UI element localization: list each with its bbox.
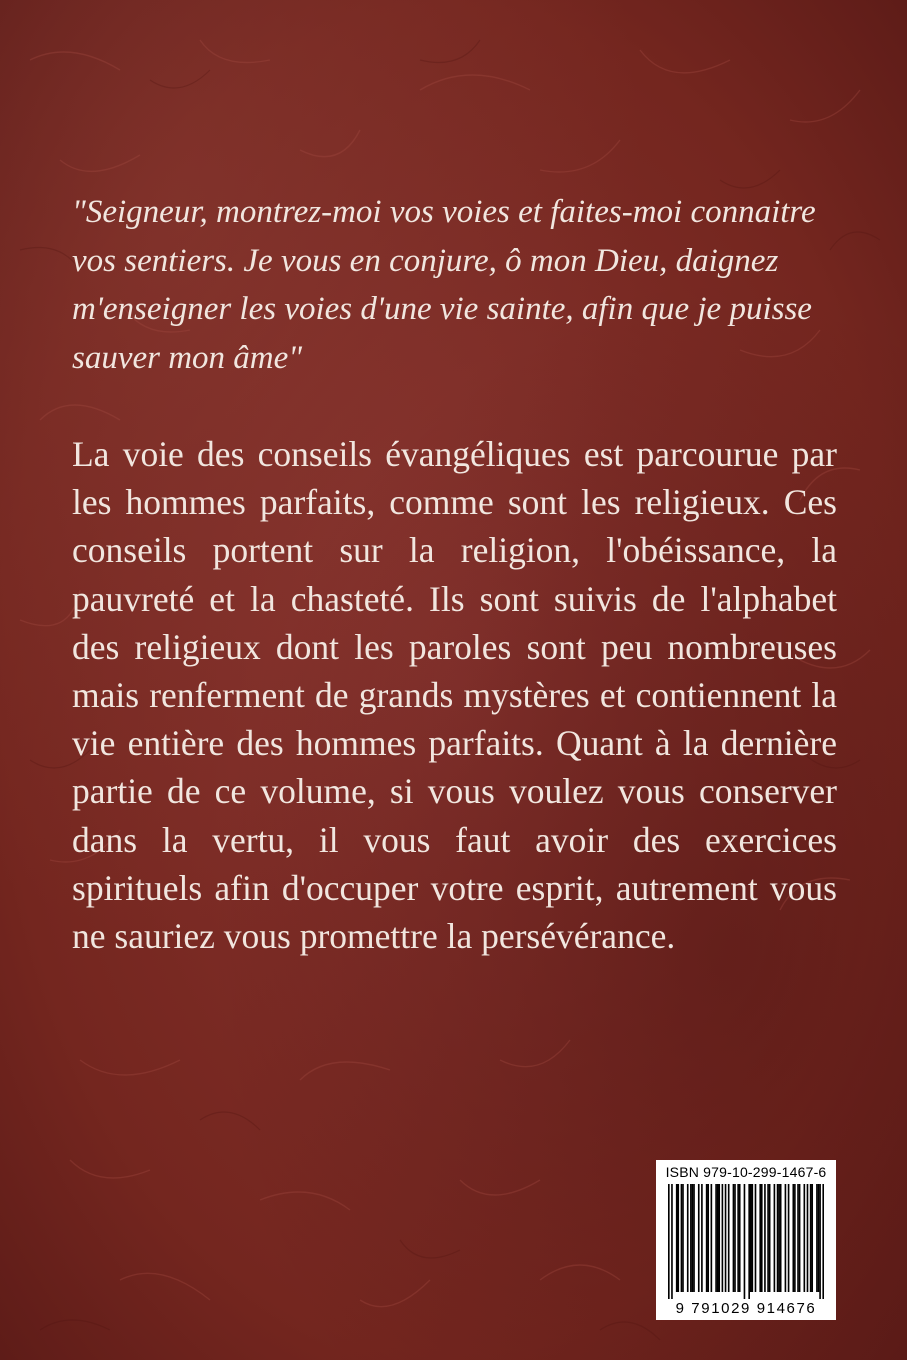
barcode-bar	[744, 1184, 746, 1299]
barcode-bar	[767, 1184, 769, 1292]
barcode-bar	[718, 1184, 720, 1292]
barcode-bar	[807, 1184, 809, 1292]
isbn-barcode	[656, 1160, 836, 1320]
barcode-bar	[717, 1184, 719, 1292]
barcode-bar	[728, 1184, 730, 1292]
barcode-bar	[777, 1184, 779, 1292]
barcode-bar	[698, 1184, 700, 1292]
barcode-bar	[693, 1184, 695, 1292]
barcode-bar	[706, 1184, 708, 1292]
barcode-bar	[810, 1184, 812, 1292]
barcode-bar	[792, 1184, 794, 1292]
barcode-bar	[778, 1184, 780, 1292]
isbn-label: ISBN 979-10-299-1467-6	[665, 1164, 827, 1180]
barcode-bar	[734, 1184, 736, 1292]
barcode-digits: 9 791029 914676	[675, 1300, 817, 1317]
barcode-bar	[682, 1184, 684, 1292]
barcode-bar	[822, 1184, 824, 1299]
barcode-bar	[671, 1184, 673, 1299]
barcode-bar	[739, 1184, 741, 1292]
quote-block	[72, 188, 842, 382]
barcode-bar	[788, 1184, 790, 1292]
quote-line: "Seigneur, montrez-moi vos voies et faites-moi connaitre	[72, 194, 816, 230]
barcode-bar	[725, 1184, 727, 1292]
quote-line: sauver mon âme"	[72, 339, 303, 376]
barcode-bar	[701, 1184, 703, 1292]
barcode-bar	[711, 1184, 713, 1292]
barcode-bar	[733, 1184, 735, 1292]
barcode-bar	[681, 1184, 683, 1292]
barcode-bar	[780, 1184, 782, 1292]
barcode-bar	[750, 1184, 752, 1292]
barcode-bar	[690, 1184, 692, 1292]
barcode-bar	[759, 1184, 761, 1292]
barcode-bar	[737, 1184, 739, 1292]
barcode-bar	[687, 1184, 689, 1292]
quote-line: vos sentiers. Je vous en conjure, ô mon Dieu, daignez	[72, 242, 779, 279]
barcode-bar	[769, 1184, 771, 1292]
quote-line: m'enseigner les voies d'une vie sainte, afin que je puisse	[72, 291, 812, 327]
barcode-bar	[715, 1184, 717, 1292]
barcode-bar	[748, 1184, 750, 1299]
barcode-bar	[785, 1184, 787, 1292]
barcode-bar	[774, 1184, 776, 1292]
barcode-bar	[811, 1184, 813, 1292]
barcode-bar	[764, 1184, 766, 1292]
barcode-bar	[818, 1184, 820, 1292]
barcode-bar	[794, 1184, 796, 1292]
barcode-bar	[819, 1184, 821, 1299]
barcode-bar	[692, 1184, 694, 1292]
barcode-icon	[668, 1184, 824, 1299]
book-description: La voie des conseils évangéliques est parcourue par les hommes parfaits, comme sont les religieux. Ces conseils portent sur la religion, l'obéissance, la pauvreté et la chasteté. Ils sont suivis de l'alphabet des religieux dont les paroles sont peu nombreuses mais renferment de grands mystères et contiennent la vie entière des hommes parfaits. Quant à la dernière partie de ce volume, si vous voulez vous conserver dans la vertu, il vous faut avoir des exercices spirituels afin d'occuper votre esprit, autrement vous ne sauriez vous promettre la persévérance.	[72, 434, 837, 957]
barcode-bar	[752, 1184, 754, 1292]
barcode-bar	[761, 1184, 763, 1292]
barcode-bar	[797, 1184, 799, 1292]
barcode-bar	[816, 1184, 818, 1292]
barcode-bar	[707, 1184, 709, 1292]
barcode-bar	[799, 1184, 801, 1292]
barcode-bar	[668, 1184, 670, 1299]
barcode-bar	[722, 1184, 724, 1292]
barcode-bar	[804, 1184, 806, 1292]
barcode-bar	[676, 1184, 678, 1292]
barcode-bar	[755, 1184, 757, 1292]
barcode-bar	[677, 1184, 679, 1292]
